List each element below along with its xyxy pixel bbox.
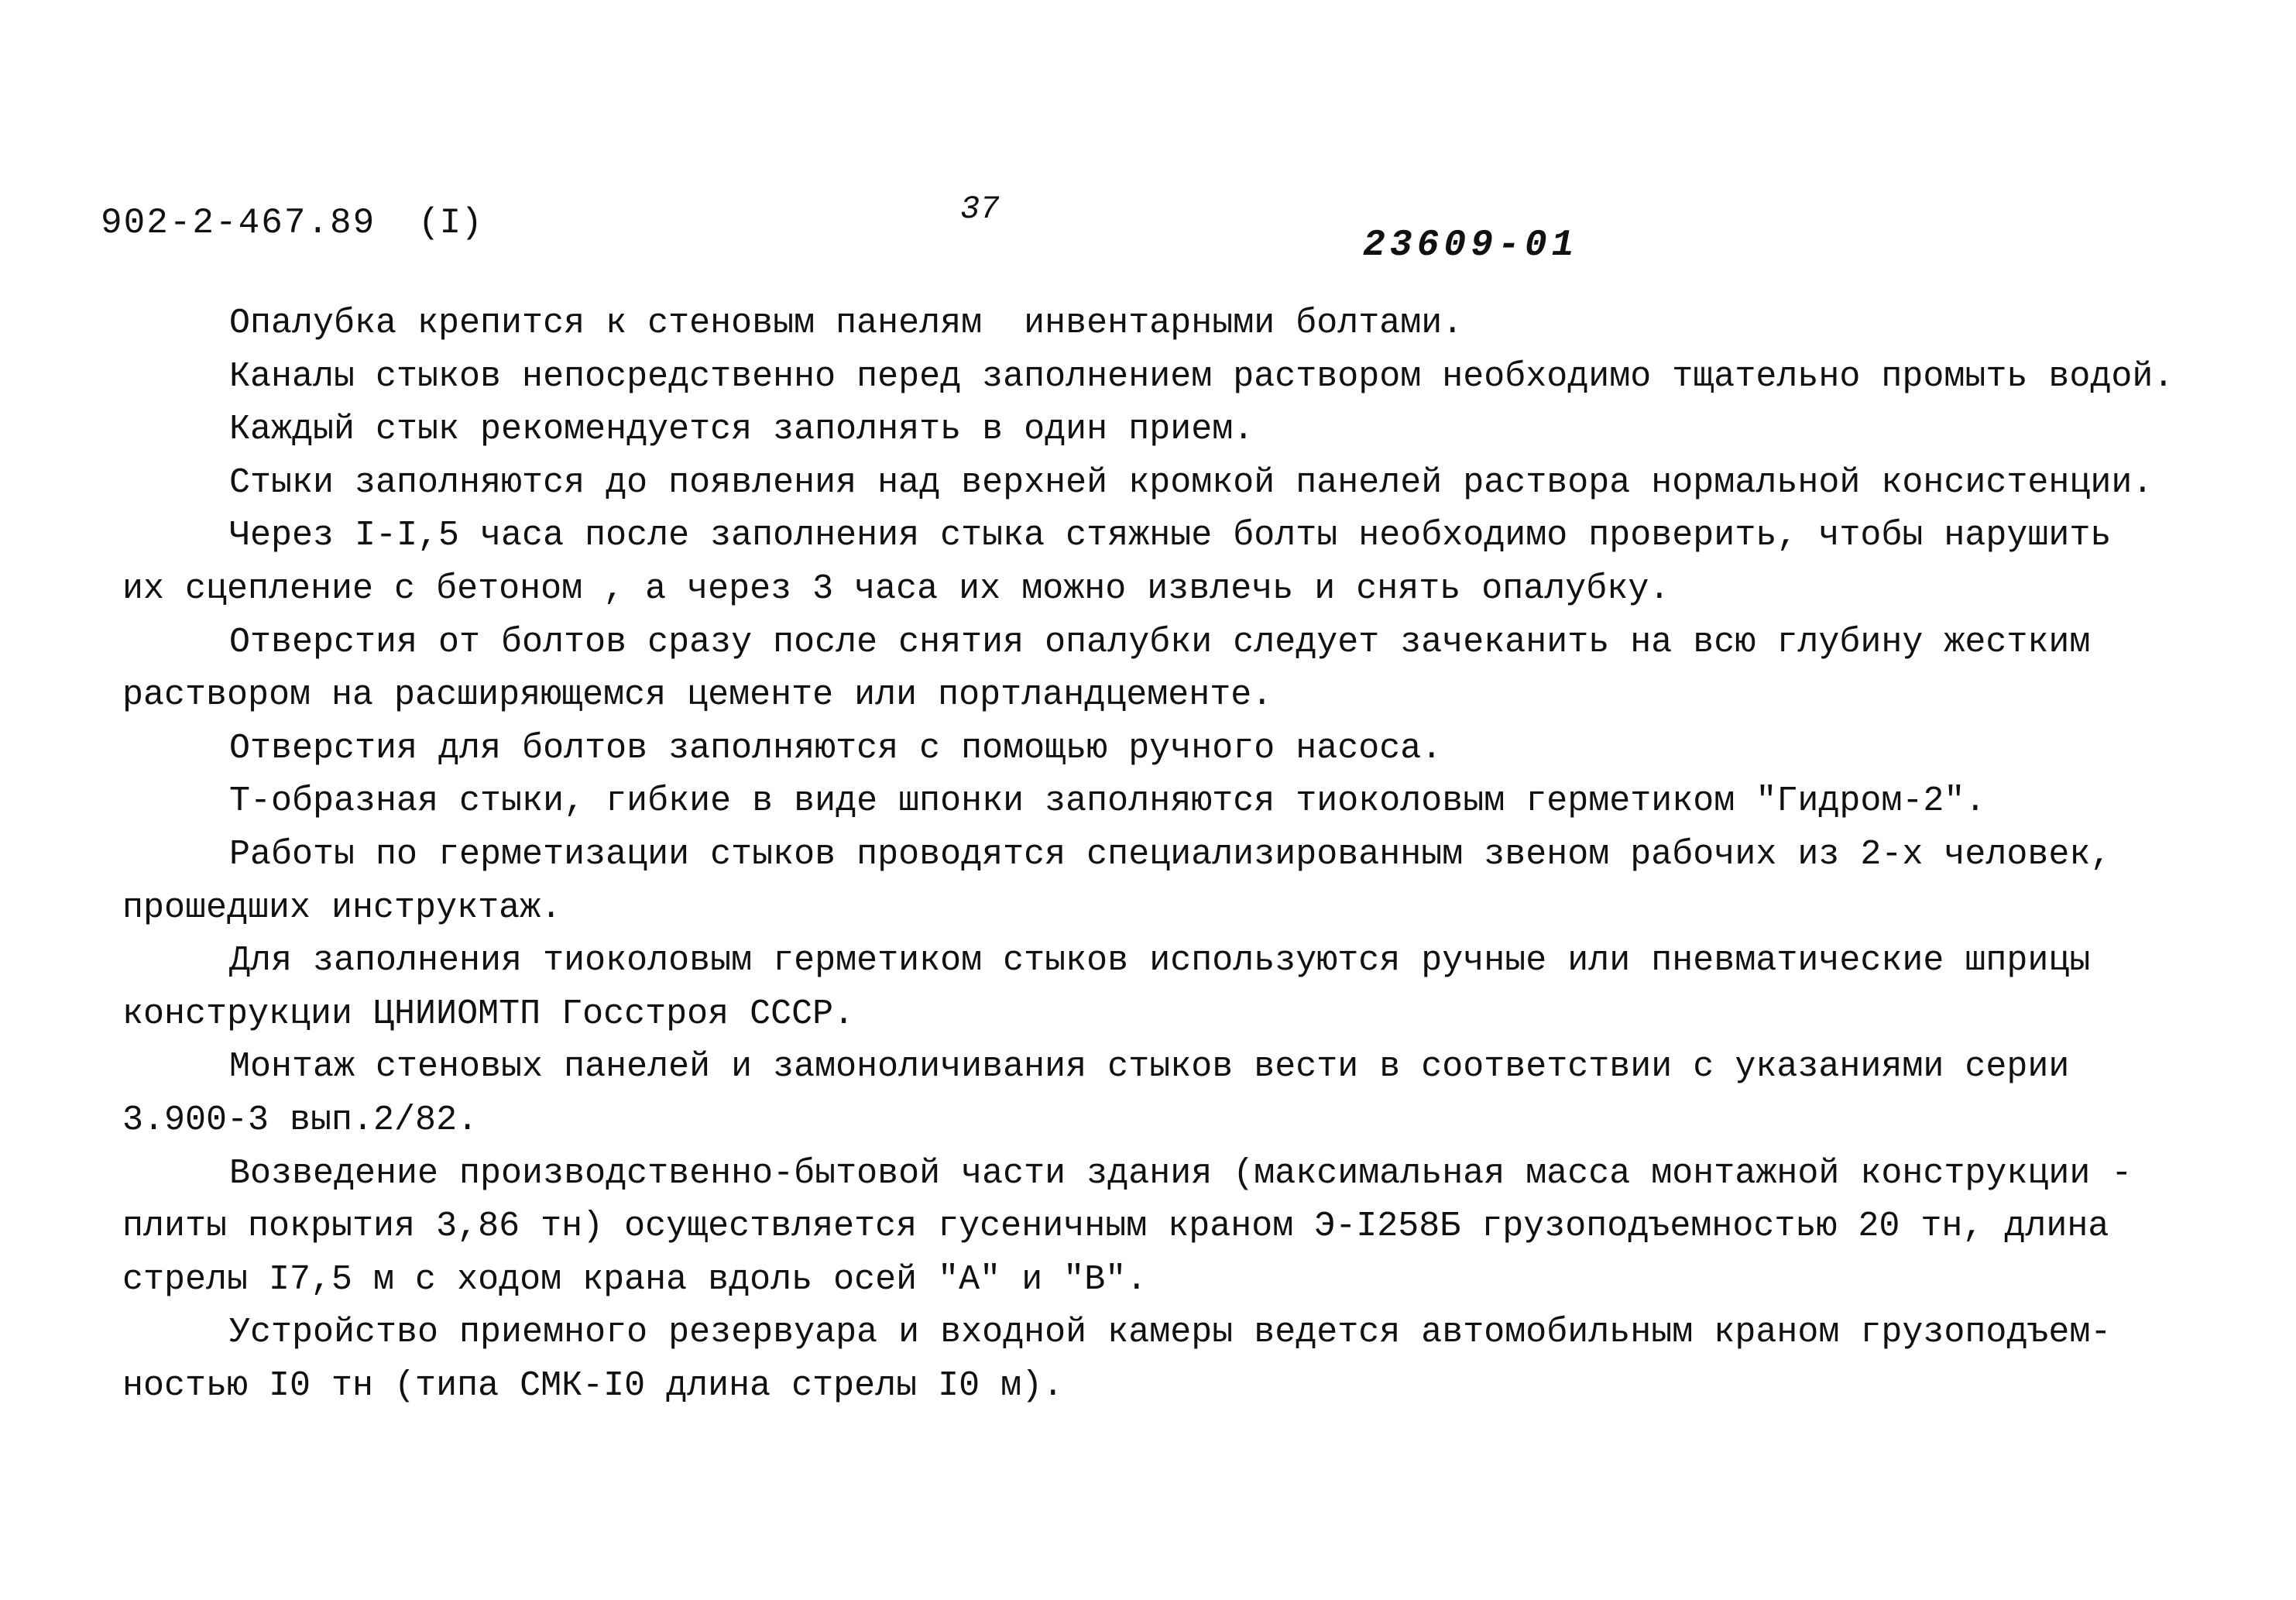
text-line: Т-образная стыки, гибкие в виде шпонки заполняются тиоколовым герметиком "Гидром-2". bbox=[229, 781, 1986, 822]
text-line: Для заполнения тиоколовым герметиком стыков используются ручные или пневматические шприцы bbox=[229, 941, 2091, 981]
text-line: Работы по герметизации стыков проводятся специализированным звеном рабочих из 2-х человек, bbox=[229, 834, 2112, 874]
text-line: плиты покрытия 3,86 тн) осуществляется гусеничным краном Э-I258Б грузоподъемностью 20 тн, длина bbox=[122, 1207, 2109, 1247]
sheet-label: (I) bbox=[418, 203, 482, 243]
text-line: Каналы стыков непосредственно перед заполнением раствором необходимо тщательно промыть водой. bbox=[229, 356, 2174, 397]
text-line: Монтаж стеновых панелей и замоноличивания стыков вести в соответствии с указаниями серии bbox=[229, 1047, 2070, 1087]
text-line: их сцепление с бетоном , а через 3 часа их можно извлечь и снять опалубку. bbox=[122, 568, 1670, 609]
handwritten-stamp-number: 23609-01 bbox=[1363, 225, 1579, 266]
text-line: стрелы I7,5 м с ходом крана вдоль осей "А" и "В". bbox=[122, 1259, 1148, 1300]
document-body bbox=[122, 297, 2213, 1413]
text-line: Стыки заполняются до появления над верхней кромкой панелей раствора нормальной консистенции. bbox=[229, 462, 2154, 503]
text-line: ностью I0 тн (типа СМК-I0 длина стрелы I0 м). bbox=[122, 1365, 1064, 1406]
document-code: 902-2-467.89 bbox=[101, 203, 376, 243]
text-line: конструкции ЦНИИОМТП Госстроя СССР. bbox=[122, 994, 855, 1034]
text-line: Опалубка крепится к стеновым панелям инвентарными болтами. bbox=[229, 304, 1464, 343]
text-line: Устройство приемного резервуара и входной камеры ведется автомобильным краном грузоподъем- bbox=[229, 1313, 2112, 1353]
text-line: прошедших инструктаж. bbox=[122, 888, 562, 928]
text-line: 3.900-3 вып.2/82. bbox=[122, 1100, 479, 1140]
text-line: раствором на расширяющемся цементе или портландцементе. bbox=[122, 675, 1273, 716]
page-number: 37 bbox=[960, 191, 1000, 228]
text-line: Отверстия от болтов сразу после снятия опалубки следует зачеканить на всю глубину жестким bbox=[229, 622, 2091, 662]
text-line: Возведение производственно-бытовой части здания (максимальная масса монтажной конструкции - bbox=[229, 1153, 2133, 1193]
text-line: Каждый стык рекомендуется заполнять в один прием. bbox=[229, 410, 1254, 450]
text-line: Отверстия для болтов заполняются с помощью ручного насоса. bbox=[229, 728, 1443, 768]
text-line: Через I-I,5 часа после заполнения стыка стяжные болты необходимо проверить, чтобы нарушить bbox=[229, 516, 2112, 556]
